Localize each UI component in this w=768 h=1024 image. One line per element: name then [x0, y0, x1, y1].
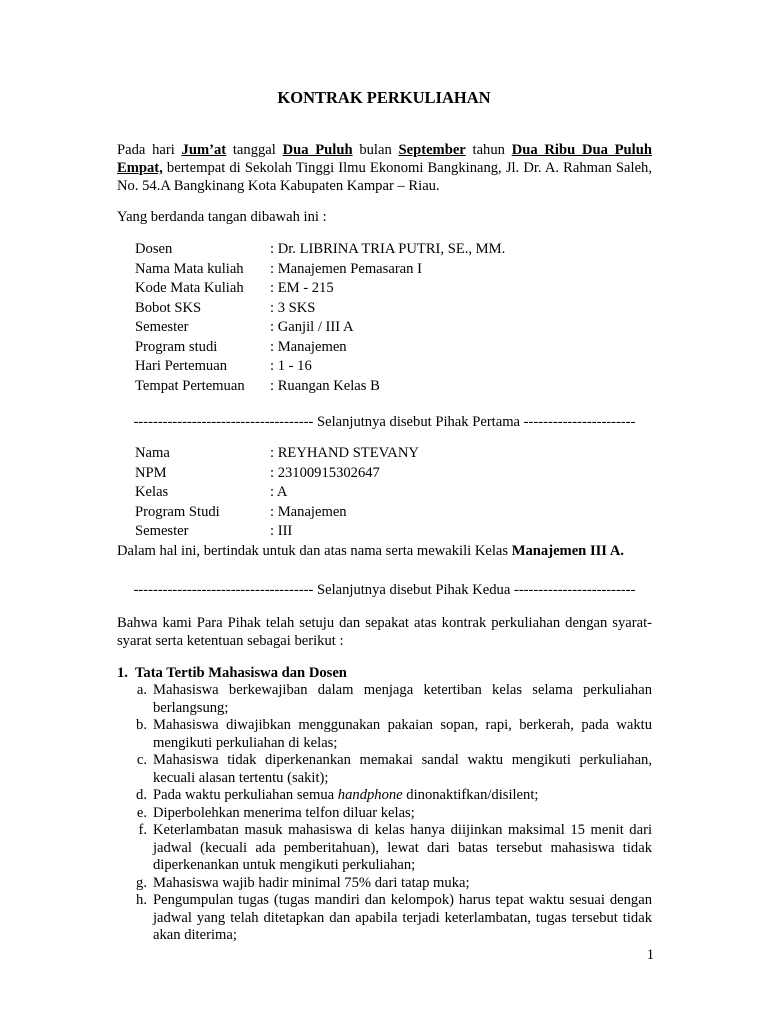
info-key: Semester [135, 523, 189, 539]
first-party-separator: ------------------------------------- Selanjutnya disebut Pihak Pertama ----------------------- [133, 414, 636, 430]
info-row [135, 338, 655, 358]
section-rules [117, 664, 652, 945]
item-marker: g. [136, 874, 147, 891]
info-value: : 23100915302647 [270, 464, 380, 481]
intro-text: tanggal [226, 142, 283, 158]
item-text: Mahasiswa tidak diperkenankan memakai sandal waktu mengikuti perkuliahan, kecuali alasan tertentu (sakit); [153, 752, 652, 786]
item-marker: b. [136, 717, 147, 733]
page-number: 1 [646, 947, 654, 963]
info-value: : Manajemen [270, 338, 347, 355]
intro-year: Dua Ribu Dua Puluh Empat, [117, 142, 652, 176]
section-number: 1. [117, 665, 128, 681]
item-text-italic: handphone [337, 787, 403, 803]
info-row [135, 299, 655, 319]
intro-day: Jum’at [181, 142, 227, 158]
info-key: Kode Mata Kuliah [135, 280, 244, 296]
document-title: KONTRAK PERKULIAHAN [277, 88, 491, 107]
info-row [135, 444, 655, 464]
info-value: : III [270, 523, 293, 539]
agreement-paragraph: Bahwa kami Para Pihak telah setuju dan sepakat atas kontrak perkuliahan dengan syarat-syarat serta ketentuan sebagai berikut : [117, 615, 652, 649]
info-key: NPM [135, 464, 167, 481]
info-row [135, 357, 655, 377]
item-text-part: dinonaktifkan/disilent; [402, 787, 539, 803]
item-text: Mahasiswa wajib hadir minimal 75% dari tatap muka; [153, 874, 470, 891]
list-item [117, 787, 652, 805]
list-item [117, 822, 652, 875]
section-title-text: Tata Tertib Mahasiswa dan Dosen [135, 665, 347, 681]
info-key: Program studi [135, 338, 218, 355]
item-text: Mahasiswa berkewajiban dalam menjaga ketertiban kelas selama perkuliahan berlangsung; [153, 682, 652, 716]
item-marker: a. [136, 682, 147, 698]
intro-text: bulan [352, 142, 399, 158]
intro-text: tahun [465, 142, 512, 158]
info-key: Bobot SKS [135, 299, 202, 316]
info-row [135, 240, 655, 260]
list-item [117, 875, 652, 893]
item-marker: f. [138, 822, 147, 838]
info-row [135, 279, 655, 299]
info-row [135, 318, 655, 338]
list-item [117, 805, 652, 823]
info-key: Dosen [135, 241, 173, 257]
item-text-part: Pada waktu perkuliahan semua [153, 787, 338, 803]
info-row [135, 483, 655, 503]
list-item [117, 717, 652, 752]
info-key: Nama [135, 445, 170, 461]
info-value: : Ganjil / III A [270, 319, 354, 335]
info-row [135, 260, 655, 280]
info-key: Tempat Pertemuan [135, 377, 245, 394]
section-title [117, 664, 652, 682]
info-row [135, 464, 655, 484]
list-item [117, 752, 652, 787]
info-key: Program Studi [135, 503, 220, 520]
list-item [117, 892, 652, 945]
info-key: Semester [135, 319, 189, 335]
item-text: Keterlambatan masuk mahasiswa di kelas hanya diijinkan maksimal 15 menit dari jadwal (kecuali ada pemberitahuan), lewat dari batas tersebut mahasiswa tidak diperkenankan untuk mengikuti perkuliahan; [153, 822, 652, 873]
info-value: : REYHAND STEVANY [270, 445, 419, 461]
intro-text: bertempat di Sekolah Tinggi Ilmu Ekonomi Bangkinang, Jl. Dr. A. Rahman Saleh, No. 54.A Bangkinang Kota Kabupaten Kampar – Riau. [117, 160, 652, 194]
item-marker: d. [136, 787, 147, 803]
list-item [117, 682, 652, 717]
signed-below-text: Yang berdanda tangan dibawah ini : [117, 209, 327, 225]
info-value: : A [270, 484, 288, 500]
info-value: : Manajemen [270, 503, 347, 520]
item-text: Pengumpulan tugas (tugas mandiri dan kelompok) harus tepat waktu sesuai dengan jadwal yang telah ditetapkan dan apabila terjadi keterlambatan, tugas tersebut tidak akan diterima; [153, 892, 652, 943]
info-value: : 3 SKS [270, 299, 316, 316]
info-key: Nama Mata kuliah [135, 260, 244, 277]
rules-list [117, 682, 652, 945]
info-key: Kelas [135, 484, 169, 500]
info-value: : Ruangan Kelas B [270, 377, 380, 394]
second-party-separator: ------------------------------------- Selanjutnya disebut Pihak Kedua ------------------------- [133, 582, 636, 598]
represent-class: Manajemen III A. [511, 543, 625, 559]
item-marker: c. [136, 752, 147, 768]
represent-text: Dalam hal ini, bertindak untuk dan atas nama serta mewakili Kelas [117, 543, 512, 559]
first-party-info [135, 240, 655, 396]
item-text: Diperbolehkan menerima telfon diluar kelas; [153, 804, 415, 821]
info-value: : 1 - 16 [270, 358, 312, 374]
info-row [135, 377, 655, 397]
represent-paragraph [117, 542, 652, 560]
intro-date: Dua Puluh [282, 142, 353, 158]
item-text: Mahasiswa diwajibkan menggunakan pakaian sopan, rapi, berkerah, pada waktu mengikuti perkuliahan di kelas; [153, 717, 652, 751]
item-marker: e. [136, 804, 147, 821]
info-value: : Dr. LIBRINA TRIA PUTRI, SE., MM. [270, 241, 506, 257]
info-row [135, 522, 655, 542]
info-value: : Manajemen Pemasaran I [270, 260, 422, 277]
intro-text: Pada hari [117, 142, 182, 158]
info-key: Hari Pertemuan [135, 358, 227, 374]
item-marker: h. [136, 892, 147, 908]
item-text [153, 787, 652, 805]
intro-paragraph [117, 141, 652, 195]
intro-month: September [398, 142, 466, 158]
info-value: : EM - 215 [270, 280, 334, 296]
second-party-info [135, 444, 655, 542]
info-row [135, 503, 655, 523]
